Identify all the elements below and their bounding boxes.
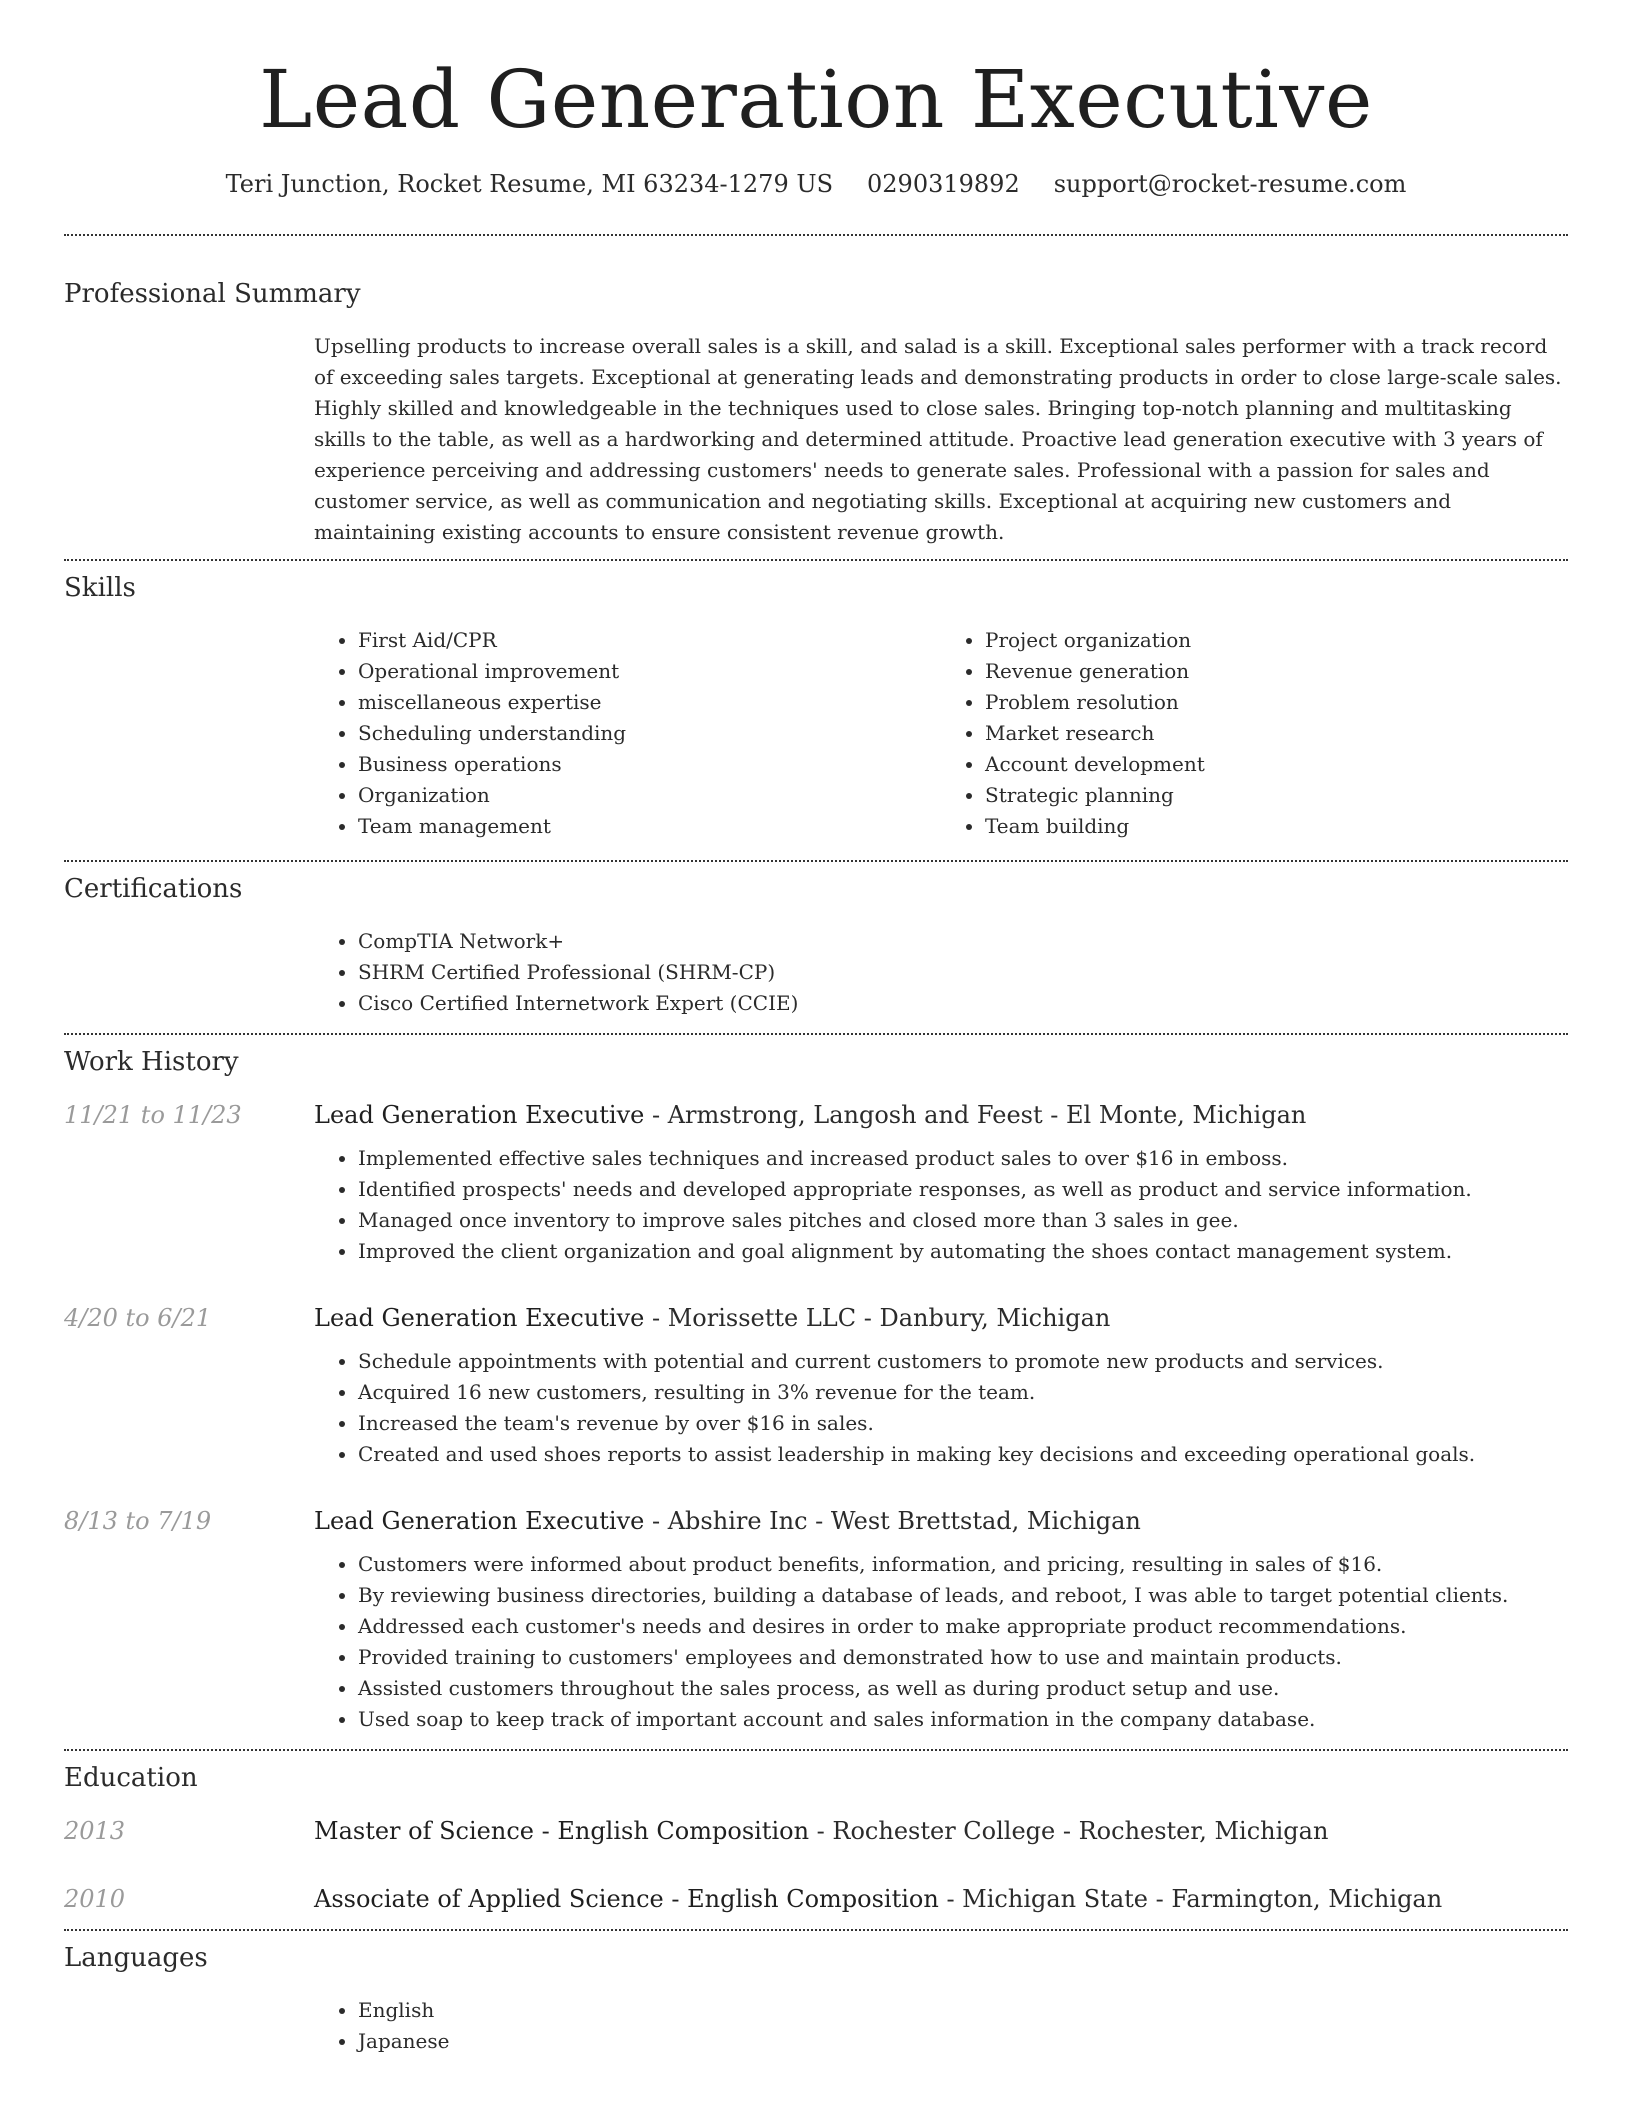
education-heading: Education — [64, 1763, 198, 1793]
certification-item: • Cisco Certified Internetwork Expert (CCIE) — [358, 988, 1568, 1019]
job-bullet: • Implemented effective sales techniques and increased product sales to over $16 in emboss. — [358, 1143, 1568, 1174]
job-title: Lead Generation Executive — [314, 1304, 645, 1332]
job-bullet: • Used soap to keep track of important account and sales information in the company database. — [358, 1704, 1568, 1735]
skill-item: • Strategic planning — [985, 780, 1568, 811]
job-heading — [314, 1505, 1141, 1537]
contact-email: support@rocket-resume.com — [1053, 170, 1407, 198]
resume-page — [64, 0, 1568, 2057]
job-dates: 4/20 to 6/21 — [64, 1304, 212, 1332]
education-entry — [64, 1815, 1568, 1847]
languages-list — [314, 1995, 1568, 2057]
job-detail: - Armstrong, Langosh and Feest - El Monte, Michigan — [644, 1101, 1307, 1129]
job-entry — [64, 1505, 1568, 1735]
summary-text: Upselling products to increase overall sales is a skill, and salad is a skill. Exceptional sales performer with a track record of exceeding sales targets. Exceptional at generating leads and demonstrating products in order to close large-scale sales. Highly skilled and knowledgeable in the techniques used to close sales. Bringing top-notch planning and multitasking skills to the table, as well as a hardworking and determined attitude. Proactive lead generation executive with 3 years of experience perceiving and addressing customers' needs to generate sales. Professional with a passion for sales and customer service, as well as communication and negotiating skills. Exceptional at acquiring new customers and maintaining existing accounts to ensure consistent revenue growth. — [314, 334, 1562, 544]
contact-line — [64, 168, 1568, 200]
education-entry — [64, 1883, 1568, 1915]
skill-item: • Team management — [358, 811, 941, 842]
certifications-heading: Certifications — [64, 874, 243, 904]
education-year: 2010 — [64, 1885, 126, 1913]
language-item: • Japanese — [358, 2026, 1568, 2057]
languages-section — [64, 1931, 1568, 2057]
job-detail: - Abshire Inc - West Brettstad, Michigan — [644, 1507, 1141, 1535]
skill-item: • First Aid/CPR — [358, 625, 941, 656]
skills-list — [314, 625, 1568, 842]
job-entry — [64, 1302, 1568, 1470]
job-detail: - Morissette LLC - Danbury, Michigan — [644, 1304, 1111, 1332]
job-dates: 8/13 to 7/19 — [64, 1507, 212, 1535]
skill-item: • Business operations — [358, 749, 941, 780]
job-bullet: • Created and used shoes reports to assist leadership in making key decisions and exceeding operational goals. — [358, 1439, 1568, 1470]
skills-section — [64, 561, 1568, 842]
job-bullets — [314, 1143, 1568, 1267]
skill-item: • Market research — [985, 718, 1568, 749]
skill-item: • Organization — [358, 780, 941, 811]
job-title: Lead Generation Executive — [314, 1101, 645, 1129]
skill-item: • miscellaneous expertise — [358, 687, 941, 718]
job-entry — [64, 1099, 1568, 1267]
skill-item: • Scheduling understanding — [358, 718, 941, 749]
skill-item: • Problem resolution — [985, 687, 1568, 718]
job-bullet: • By reviewing business directories, building a database of leads, and reboot, I was able to target potential clients. — [358, 1580, 1568, 1611]
education-heading-line — [314, 1815, 1328, 1847]
contact-phone: 0290319892 — [867, 170, 1020, 198]
job-title: Lead Generation Executive — [314, 1507, 645, 1535]
job-bullet: • Assisted customers throughout the sales process, as well as during product setup and use. — [358, 1673, 1568, 1704]
education-year: 2013 — [64, 1817, 126, 1845]
certifications-list — [314, 926, 1568, 1019]
certifications-section — [64, 862, 1568, 1019]
job-bullet: • Schedule appointments with potential and current customers to promote new products and services. — [358, 1346, 1568, 1377]
contact-address: Teri Junction, Rocket Resume, MI 63234-1279 US — [225, 170, 834, 198]
skills-column-left — [314, 625, 941, 842]
skill-item: • Account development — [985, 749, 1568, 780]
education-degree: Associate of Applied Science - English Composition — [314, 1885, 939, 1913]
job-bullet: • Provided training to customers' employees and demonstrated how to use and maintain products. — [358, 1642, 1568, 1673]
skill-item: • Team building — [985, 811, 1568, 842]
skill-item: • Operational improvement — [358, 656, 941, 687]
summary-heading: Professional Summary — [64, 279, 361, 309]
job-bullet: • Improved the client organization and goal alignment by automating the shoes contact management system. — [358, 1236, 1568, 1267]
job-dates: 11/21 to 11/23 — [64, 1101, 242, 1129]
job-bullet: • Managed once inventory to improve sales pitches and closed more than 3 sales in gee. — [358, 1205, 1568, 1236]
certification-item: • SHRM Certified Professional (SHRM-CP) — [358, 957, 1568, 988]
job-bullet: • Identified prospects' needs and developed appropriate responses, as well as product and service information. — [358, 1174, 1568, 1205]
education-section — [64, 1751, 1568, 1915]
job-bullet: • Acquired 16 new customers, resulting in 3% revenue for the team. — [358, 1377, 1568, 1408]
skill-item: • Revenue generation — [985, 656, 1568, 687]
resume-title: Lead Generation Executive — [259, 53, 1373, 146]
summary-section — [64, 236, 1568, 548]
skills-heading: Skills — [64, 573, 136, 603]
certification-item: • CompTIA Network+ — [358, 926, 1568, 957]
education-degree: Master of Science - English Composition — [314, 1817, 810, 1845]
job-bullet: • Customers were informed about product benefits, information, and pricing, resulting in sales of $16. — [358, 1549, 1568, 1580]
skill-item: • Project organization — [985, 625, 1568, 656]
job-bullet: • Increased the team's revenue by over $16 in sales. — [358, 1408, 1568, 1439]
education-detail: - Rochester College - Rochester, Michigan — [809, 1817, 1329, 1845]
job-heading — [314, 1099, 1306, 1131]
work-section — [64, 1035, 1568, 1735]
work-heading: Work History — [64, 1047, 239, 1077]
language-item: • English — [358, 1995, 1568, 2026]
job-bullet: • Addressed each customer's needs and desires in order to make appropriate product recommendations. — [358, 1611, 1568, 1642]
education-heading-line — [314, 1883, 1442, 1915]
job-bullets — [314, 1346, 1568, 1470]
skills-column-right — [941, 625, 1568, 842]
job-bullets — [314, 1549, 1568, 1735]
job-heading — [314, 1302, 1110, 1334]
languages-heading: Languages — [64, 1943, 208, 1973]
education-detail: - Michigan State - Farmington, Michigan — [938, 1885, 1443, 1913]
